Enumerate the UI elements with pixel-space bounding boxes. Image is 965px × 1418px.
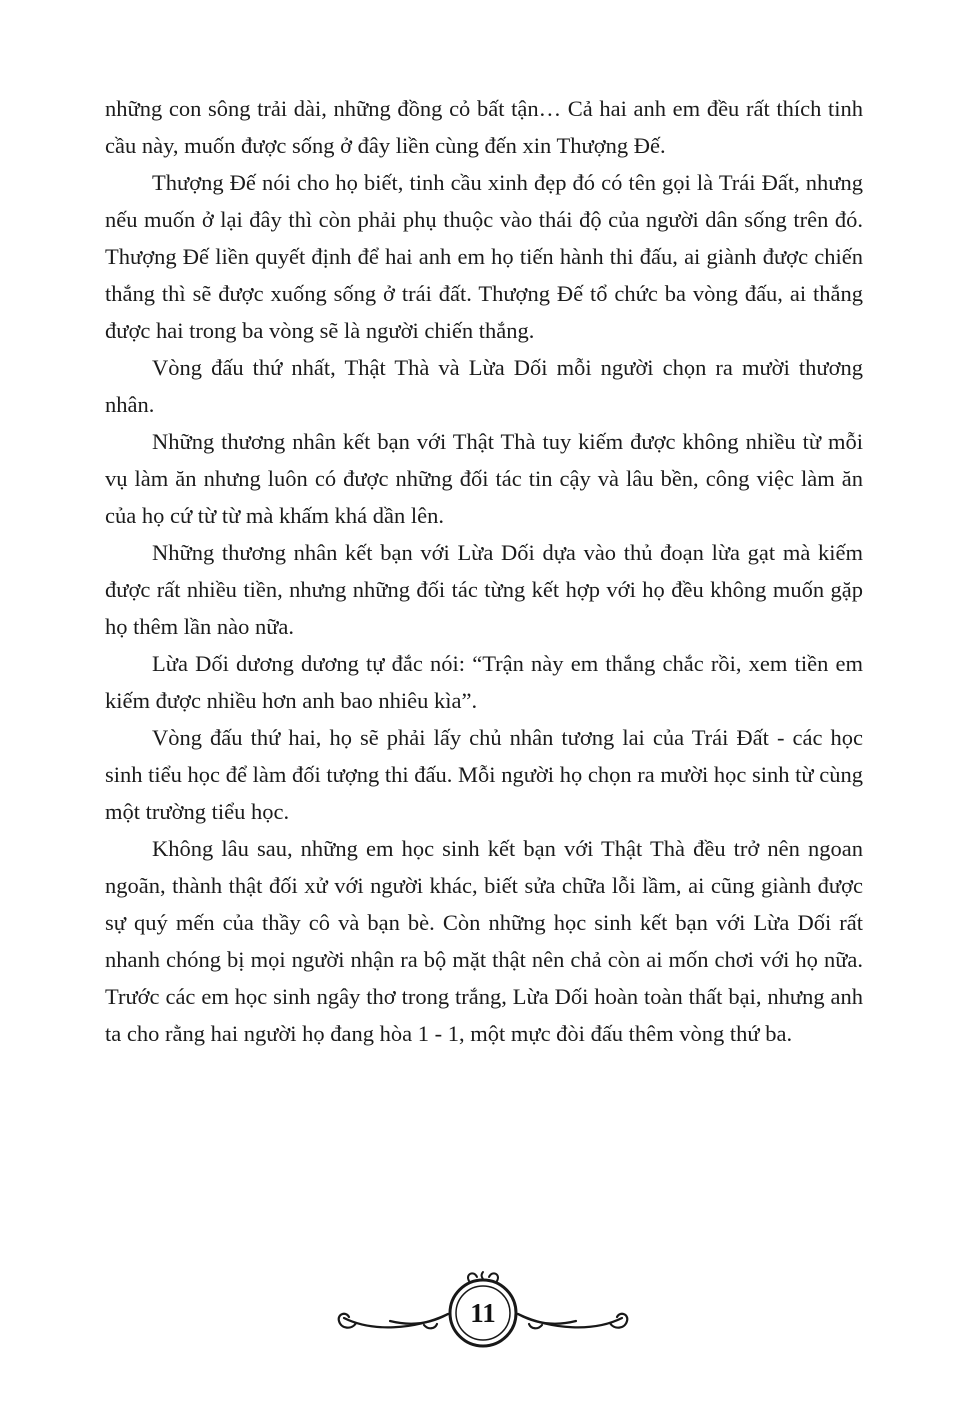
paragraph: Những thương nhân kết bạn với Thật Thà tuy kiếm được không nhiều từ mỗi vụ làm ăn nhưng luôn có được những đối tác tin cậy và lâu bền, công việc làm ăn của họ cứ từ từ mà khấm khá dần lên. xyxy=(105,429,863,528)
paragraph: Thượng Đế nói cho họ biết, tinh cầu xinh đẹp đó có tên gọi là Trái Đất, nhưng nếu muốn ở lại đây thì còn phải phụ thuộc vào thái độ của người dân sống trên đó. Thượng Đế liền quyết định để hai anh em họ tiến hành thi đấu, ai giành được chiến thắng thì sẽ được xuống sống ở trái đất. Thượng Đế tổ chức ba vòng đấu, ai thắng được hai trong ba vòng sẽ là người chiến thắng. xyxy=(105,170,863,343)
paragraph: Những thương nhân kết bạn với Lừa Dối dựa vào thủ đoạn lừa gạt mà kiếm được rất nhiều tiền, nhưng những đối tác từng kết hợp với họ đều không muốn gặp họ thêm lần nào nữa. xyxy=(105,540,863,639)
page-footer xyxy=(0,1268,965,1352)
paragraph: Lừa Dối dương dương tự đắc nói: “Trận này em thắng chắc rồi, xem tiền em kiếm được nhiều hơn anh bao nhiêu kìa”. xyxy=(105,651,863,713)
paragraph: Vòng đấu thứ hai, họ sẽ phải lấy chủ nhân tương lai của Trái Đất - các học sinh tiểu học để làm đối tượng thi đấu. Mỗi người họ chọn ra mười học sinh từ cùng một trường tiểu học. xyxy=(105,725,863,824)
paragraph: Vòng đấu thứ nhất, Thật Thà và Lừa Dối mỗi người chọn ra mười thương nhân. xyxy=(105,355,863,417)
paragraph: những con sông trải dài, những đồng cỏ bất tận… Cả hai anh em đều rất thích tinh cầu này, muốn được sống ở đây liền cùng đến xin Thượng Đế. xyxy=(105,96,863,158)
page-number: 11 xyxy=(469,1298,496,1328)
paragraph: Không lâu sau, những em học sinh kết bạn với Thật Thà đều trở nên ngoan ngoãn, thành thật đối xử với người khác, biết sửa chữa lỗi lầm, ai cũng giành được sự quý mến của thầy cô và bạn bè. Còn những học sinh kết bạn với Lừa Dối rất nhanh chóng bị mọi người nhận ra bộ mặt thật nên chả còn ai mốn chơi với họ nữa. Trước các em học sinh ngây thơ trong trắng, Lừa Dối hoàn toàn thất bại, nhưng anh ta cho rằng hai người họ đang hòa 1 - 1, một mực đòi đấu thêm vòng thứ ba. xyxy=(105,836,863,1046)
page-number-ornament-icon xyxy=(328,1268,638,1352)
flourish-right-icon xyxy=(518,1314,627,1329)
text-content xyxy=(105,90,863,1052)
flourish-left-icon xyxy=(338,1314,447,1329)
